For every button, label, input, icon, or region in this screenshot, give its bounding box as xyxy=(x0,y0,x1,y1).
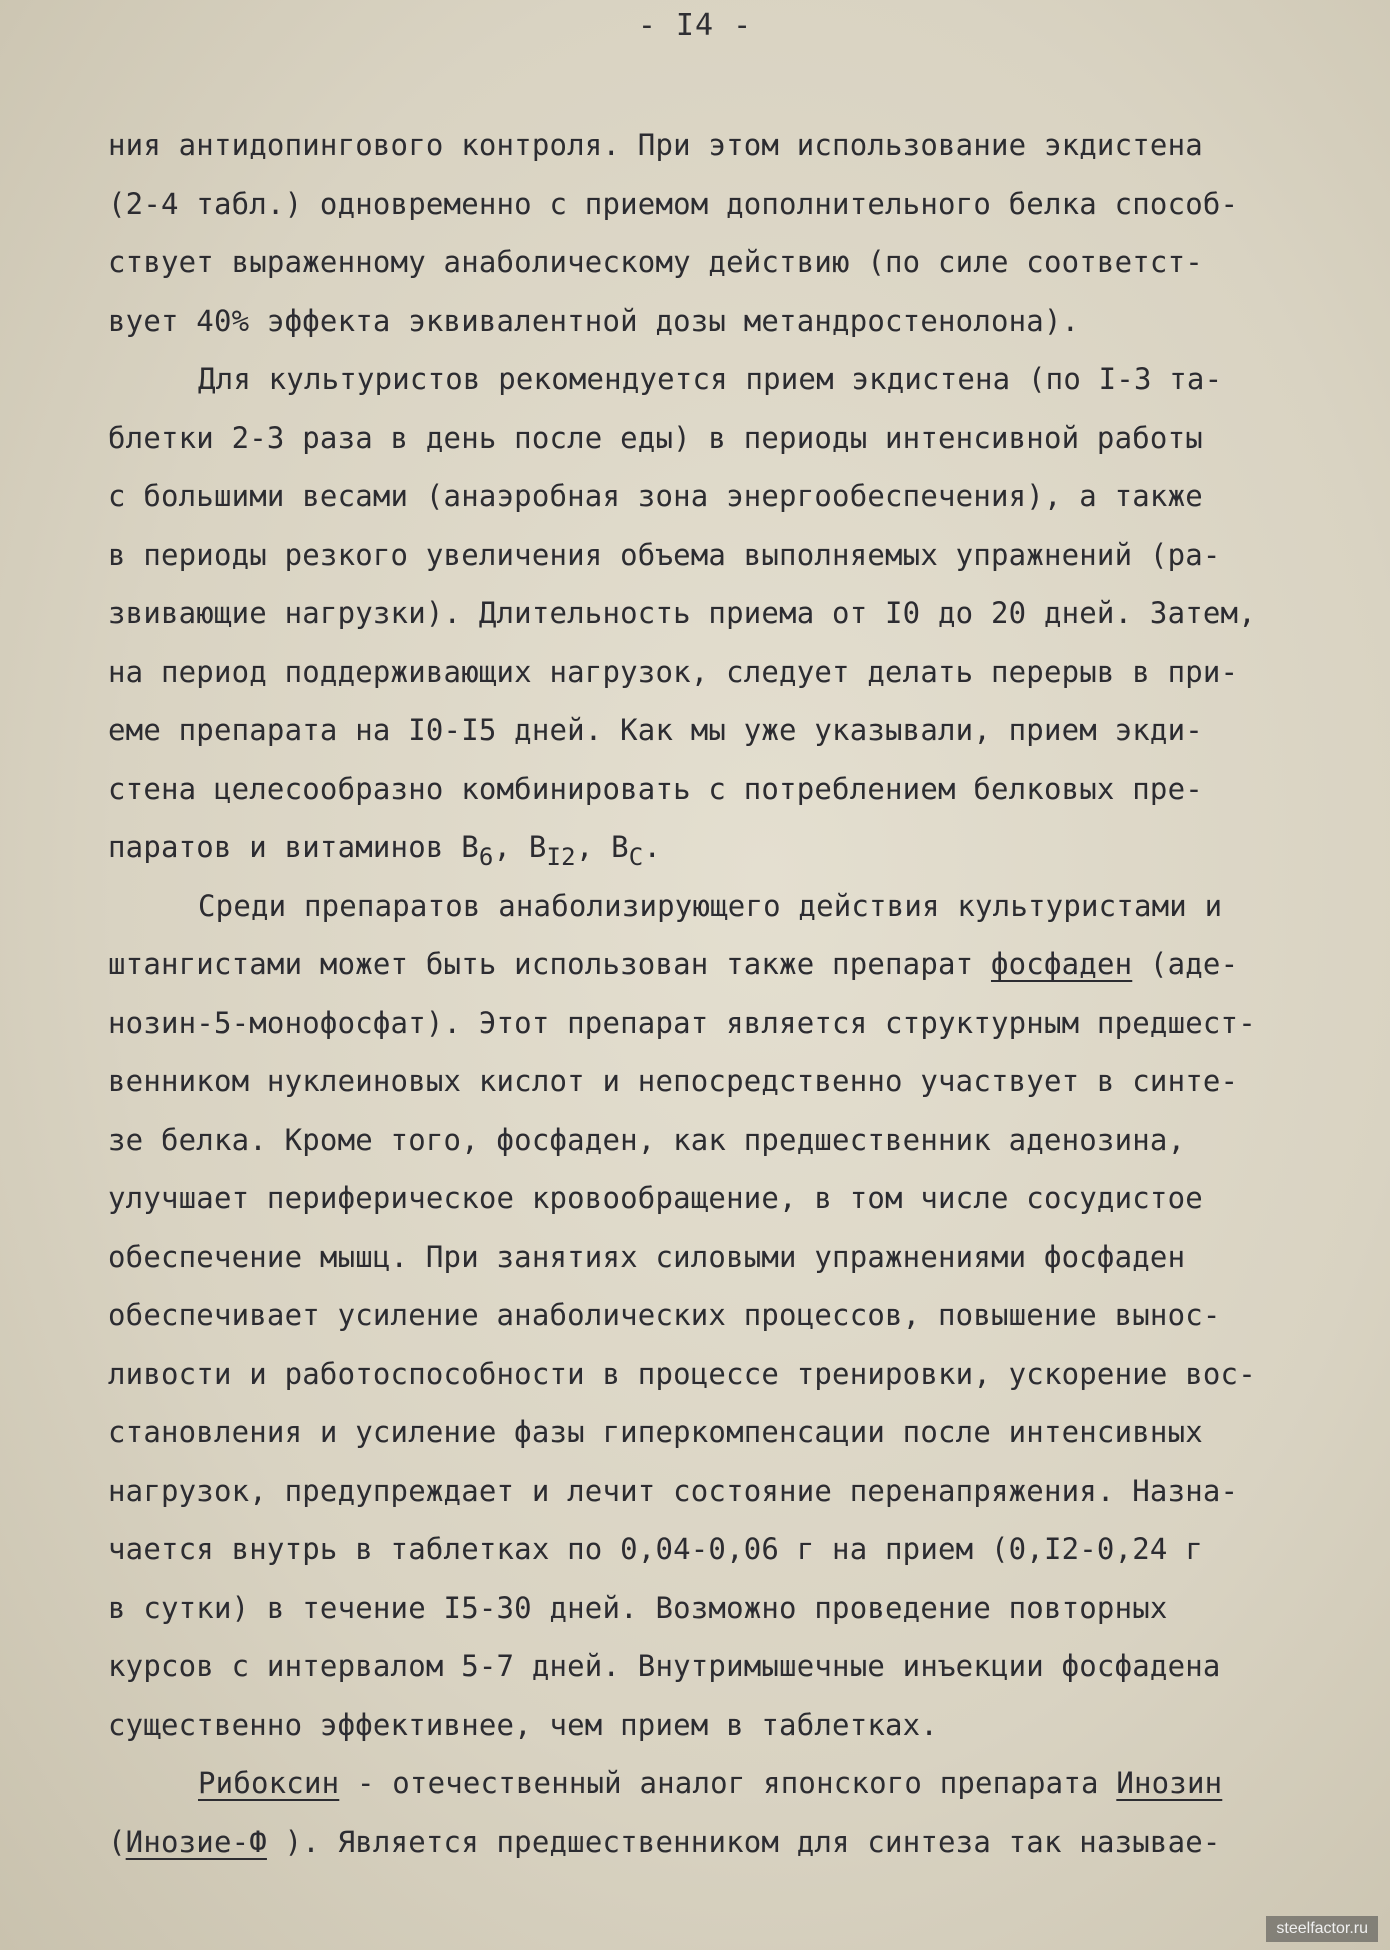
page-number: - I4 - xyxy=(637,8,753,43)
text-span: - отечественный аналог японского препарата xyxy=(339,1766,1117,1800)
text-line: ливости и работоспособности в процессе тренировки, ускорение вос- xyxy=(108,1356,1256,1391)
text-line: в сутки) в течение I5-30 дней. Возможно проведение повторных xyxy=(108,1590,1168,1625)
text-span: штангистами может быть использован также препарат xyxy=(108,947,991,981)
text-line: ния антидопингового контроля. При этом использование экдистена xyxy=(108,128,1203,162)
subscript: C xyxy=(628,843,644,871)
text-line: Для культуристов рекомендуется прием экдистена (по I-3 та- xyxy=(198,362,1223,396)
text-line: существенно эффективнее, чем прием в таблетках. xyxy=(108,1707,938,1742)
underlined-term-inosie-f: Инозие-Ф xyxy=(125,1824,267,1859)
text-line: (2-4 табл.) одновременно с приемом дополнительного белка способ- xyxy=(108,186,1239,221)
text-span: ( xyxy=(108,1824,126,1859)
text-line: нозин-5-монофосфат). Этот препарат является структурным предшест- xyxy=(108,1005,1256,1040)
text-line: на период поддерживающих нагрузок, следует делать перерыв в при- xyxy=(108,654,1239,689)
text-span: , B xyxy=(575,830,629,864)
text-line xyxy=(108,1813,1288,1872)
text-line: еме препарата на I0-I5 дней. Как мы уже указывали, прием экди- xyxy=(108,713,1203,747)
vitamins-line xyxy=(108,818,1288,877)
text-line: зе белка. Кроме того, фосфаден, как предшественник аденозина, xyxy=(108,1122,1186,1157)
text-line: обеспечение мышц. При занятиях силовыми упражнениями фосфаден xyxy=(108,1239,1186,1274)
text-line: с большими весами (анаэробная зона энергообеспечения), а также xyxy=(108,479,1203,513)
text-line: нагрузок, предупреждает и лечит состояние перенапряжения. Назна- xyxy=(108,1473,1239,1508)
text-span: паратов и витаминов B xyxy=(108,830,479,864)
text-line: становления и усиление фазы гиперкомпенсации после интенсивных xyxy=(108,1415,1203,1449)
watermark: steelfactor.ru xyxy=(1266,1916,1378,1942)
text-span: (аде- xyxy=(1132,947,1239,981)
text-span: . xyxy=(643,830,662,864)
subscript: I2 xyxy=(546,843,576,871)
text-line: вует 40% эффекта эквивалентной дозы метандростенолона). xyxy=(108,303,1080,338)
text-line: стена целесообразно комбинировать с потреблением белковых пре- xyxy=(108,771,1203,806)
subscript: 6 xyxy=(478,843,494,871)
text-line: курсов с интервалом 5-7 дней. Внутримышечные инъекции фосфадена xyxy=(108,1649,1221,1683)
text-line: в периоды резкого увеличения объема выполняемых упражнений (ра- xyxy=(108,537,1221,572)
text-line: ствует выраженному анаболическому действию (по силе соответст- xyxy=(108,245,1203,279)
underlined-term-riboxin: Рибоксин xyxy=(198,1766,340,1800)
text-line: блетки 2-3 раза в день после еды) в периоды интенсивной работы xyxy=(108,420,1203,455)
text-span: ). Является предшественником для синтеза так называе- xyxy=(266,1824,1221,1859)
text-line xyxy=(108,935,1288,994)
text-line: чается внутрь в таблетках по 0,04-0,06 г на прием (0,I2-0,24 г xyxy=(108,1532,1203,1566)
text-line: Среди препаратов анаболизирующего действия культуристами и xyxy=(198,888,1223,923)
text-span: , B xyxy=(493,830,547,864)
underlined-term-inosine: Инозин xyxy=(1116,1766,1223,1800)
underlined-term-phosphaden: фосфаден xyxy=(990,947,1133,981)
body-text xyxy=(108,116,1288,1871)
text-line: звивающие нагрузки). Длительность приема от I0 до 20 дней. Затем, xyxy=(108,596,1256,630)
text-line: улучшает периферическое кровообращение, в том числе сосудистое xyxy=(108,1181,1203,1215)
text-line: обеспечивает усиление анаболических процессов, повышение вынос- xyxy=(108,1298,1221,1332)
text-line: венником нуклеиновых кислот и непосредственно участвует в синте- xyxy=(108,1064,1239,1098)
text-line xyxy=(108,1754,1288,1813)
